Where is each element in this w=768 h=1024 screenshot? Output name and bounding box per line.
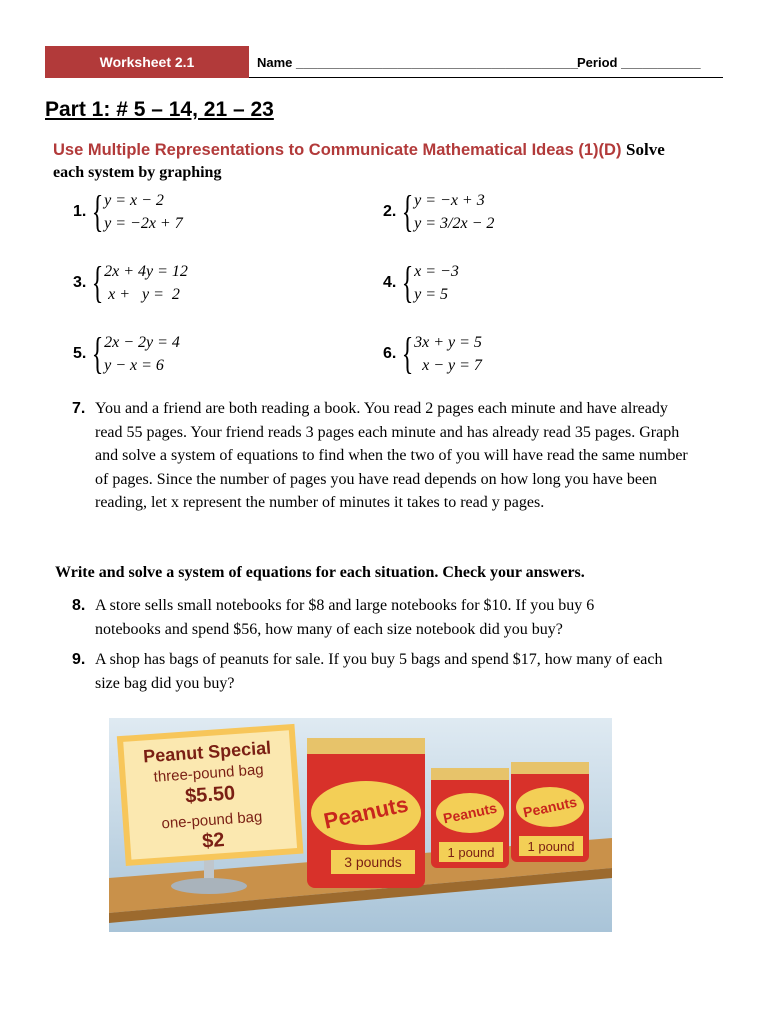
- system-number: 3.: [73, 274, 87, 291]
- problem-number: 9.: [72, 651, 86, 668]
- bag-brand: Peanuts: [521, 793, 579, 821]
- bag-label: 3 pounds: [344, 854, 402, 870]
- system-3: [73, 260, 188, 306]
- worksheet-badge: [45, 46, 249, 78]
- brace-icon: {: [401, 187, 414, 236]
- price-sign: [117, 724, 304, 866]
- section-heading-tail: Solve: [626, 140, 665, 159]
- peanut-shop-illustration: [109, 718, 612, 932]
- problem-8: [72, 594, 655, 641]
- three-pound-bag: [307, 738, 425, 888]
- problem-number: 7.: [72, 400, 86, 417]
- equation: 2x + 4y = 12: [104, 263, 188, 280]
- equation: x = −3: [414, 263, 459, 280]
- bag-brand: Peanuts: [441, 799, 499, 827]
- equation: 3x + y = 5: [414, 334, 482, 351]
- one-pound-bag-a: [431, 768, 509, 868]
- equation: y = 3/2x − 2: [414, 215, 495, 232]
- system-number: 2.: [383, 203, 397, 220]
- sign-price-1: $5.50: [184, 782, 236, 808]
- bag-top: [307, 738, 425, 754]
- system-2: [383, 189, 494, 235]
- brace-icon: {: [91, 258, 104, 307]
- system-number: 6.: [383, 345, 397, 362]
- problem-text: A shop has bags of peanuts for sale. If you buy 5 bags and spend $17, how many of each size bag did you buy?: [95, 651, 663, 692]
- problem-9: [72, 648, 675, 695]
- system-6: [383, 331, 482, 377]
- brace-icon: {: [91, 329, 104, 378]
- sign-base: [171, 878, 247, 894]
- section-heading: [53, 140, 665, 160]
- problem-number: 8.: [72, 597, 86, 614]
- system-number: 1.: [73, 203, 87, 220]
- system-number: 5.: [73, 345, 87, 362]
- bag-label: 1 pound: [527, 839, 575, 854]
- system-1: [73, 189, 183, 235]
- section-subheading: each system by graphing: [53, 164, 222, 181]
- equation: x + y = 2: [104, 286, 180, 303]
- bag-top: [511, 762, 589, 774]
- equation: y = x − 2: [104, 192, 164, 209]
- sign-line-2: one-pound bag: [160, 808, 263, 833]
- part-title: Part 1: # 5 – 14, 21 – 23: [45, 98, 274, 121]
- equation: x − y = 7: [414, 357, 482, 374]
- period-field-label: Period ___________: [577, 55, 701, 70]
- problem-text: A store sells small notebooks for $8 and large notebooks for $10. If you buy 6 notebooks and spend $56, how many of each size notebook did you buy?: [95, 597, 595, 638]
- section-2-heading: Write and solve a system of equations for each situation. Check your answers.: [55, 564, 585, 581]
- problem-text: You and a friend are both reading a book. You read 2 pages each minute and have already read 55 pages. Your friend reads 3 pages each minute and has already read 35 pages. Graph and solve a system of equations to find when the two of you will have read the same number of pages. Since the number of pages you have read depends on how long you have been reading, let x represent the number of minutes it takes to read y pages.: [95, 400, 688, 511]
- equation: y − x = 6: [104, 357, 164, 374]
- worksheet-title: Worksheet 2.1: [99, 54, 195, 70]
- equation: y = 5: [414, 286, 449, 303]
- sign-title: Peanut Special: [142, 737, 272, 767]
- brace-icon: {: [401, 258, 414, 307]
- equation: y = −2x + 7: [104, 215, 183, 232]
- system-4: [383, 260, 459, 306]
- sign-line-1: three-pound bag: [153, 761, 265, 786]
- section-heading-text: Use Multiple Representations to Communicate Mathematical Ideas (1)(D): [53, 141, 622, 159]
- equation: 2x − 2y = 4: [104, 334, 180, 351]
- header-rule: [249, 77, 723, 78]
- bag-brand: Peanuts: [321, 791, 411, 834]
- name-field-label: Name _______________________________________: [257, 55, 578, 70]
- brace-icon: {: [91, 187, 104, 236]
- one-pound-bag-b: [511, 762, 589, 862]
- bag-label: 1 pound: [447, 845, 495, 860]
- system-5: [73, 331, 180, 377]
- sign-price-2: $2: [201, 829, 226, 853]
- system-number: 4.: [383, 274, 397, 291]
- problem-7: [72, 397, 695, 515]
- bag-top: [431, 768, 509, 780]
- equation: y = −x + 3: [414, 192, 485, 209]
- brace-icon: {: [401, 329, 414, 378]
